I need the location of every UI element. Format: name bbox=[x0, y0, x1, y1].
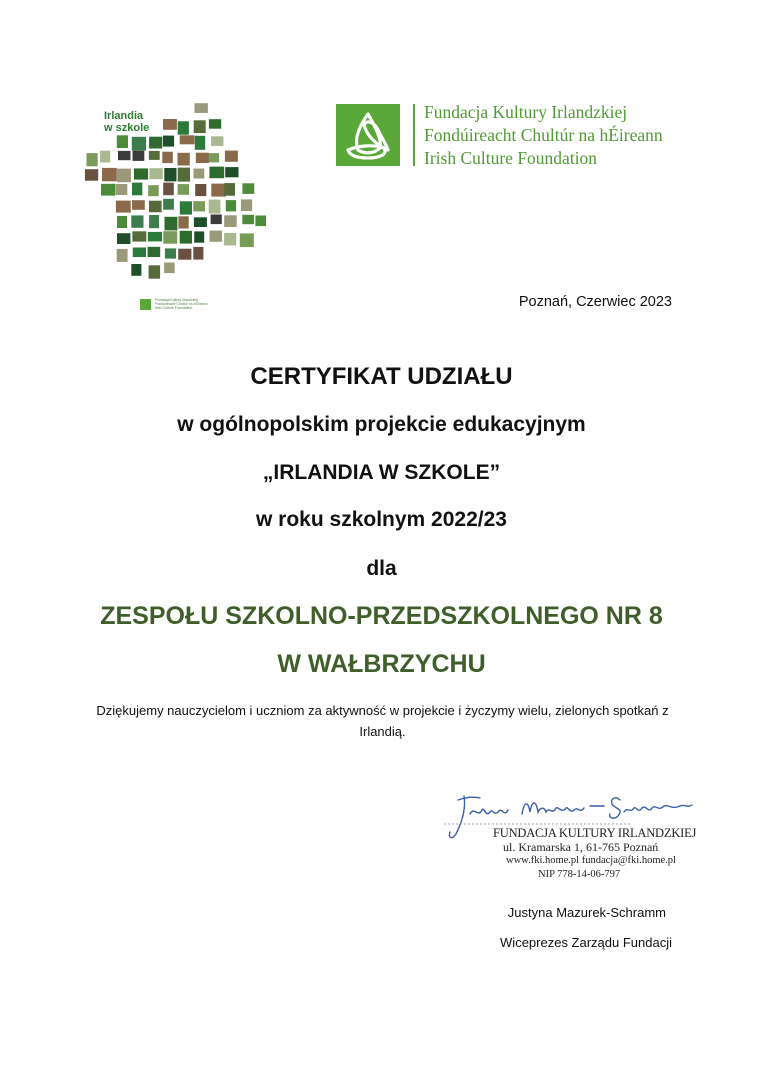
collage-photo-tile bbox=[224, 215, 237, 227]
collage-photo-tile bbox=[165, 248, 176, 258]
stamp-foundation-name: FUNDACJA KULTURY IRLANDZKIEJ bbox=[493, 826, 697, 840]
foundation-name-irish: Fondúireacht Chultúr na hÉireann bbox=[424, 125, 663, 145]
collage-photo-tile bbox=[241, 199, 252, 211]
signer-name: Justyna Mazurek-Schramm bbox=[507, 905, 666, 920]
collage-photo-tile bbox=[211, 215, 222, 225]
collage-photo-tile bbox=[132, 137, 146, 151]
thank-you-message: Dziękujemy nauczycielom i uczniom za aktywność w projekcie i życzymy wielu, zielonych spotkań z Irlandią. bbox=[96, 703, 669, 739]
collage-photo-tile bbox=[180, 201, 192, 214]
collage-photo-tile bbox=[194, 169, 205, 179]
collage-photo-tile bbox=[162, 152, 173, 163]
collage-photo-tile bbox=[211, 184, 226, 197]
collage-photo-tile bbox=[210, 231, 223, 242]
collage-photo-tile bbox=[148, 185, 159, 196]
collage-photo-tile bbox=[224, 233, 236, 246]
collage-photo-tile bbox=[225, 151, 238, 162]
collage-photo-tile bbox=[149, 151, 160, 160]
collage-photo-tile bbox=[149, 137, 162, 149]
collage-foot-text: Fundacja Kultury Irlandzkiej Fondúireacht Chultúr na hÉireann Irish Culture Foundation bbox=[155, 298, 208, 310]
collage-photo-tile bbox=[178, 121, 189, 134]
collage-photo-tile bbox=[209, 153, 219, 162]
collage-photo-tile bbox=[87, 153, 98, 166]
collage-photo-tile bbox=[149, 215, 159, 228]
collage-photo-tile bbox=[148, 247, 161, 257]
collage-photo-tile bbox=[165, 217, 178, 231]
collage-photo-tile bbox=[195, 136, 205, 150]
collage-photo-tile bbox=[117, 135, 128, 148]
foundation-stamp bbox=[493, 826, 697, 882]
collage-photo-tile bbox=[163, 231, 177, 244]
collage-photo-tile bbox=[149, 168, 162, 179]
collage-photo-tile bbox=[133, 248, 146, 258]
collage-photo-tile bbox=[242, 183, 254, 194]
collage-photo-tile bbox=[117, 169, 131, 183]
collage-photo-tile bbox=[116, 184, 127, 195]
collage-photo-tile bbox=[149, 201, 162, 213]
stamp-address: ul. Kramarska 1, 61-765 Poznań bbox=[503, 840, 659, 854]
collage-photo-tile bbox=[225, 167, 238, 177]
signer-role: Wiceprezes Zarządu Fundacji bbox=[500, 935, 672, 950]
certificate-subtitle: w ogólnopolskim projekcie edukacyjnym bbox=[177, 413, 586, 436]
collage-photo-tile bbox=[209, 119, 221, 129]
collage-photo-tile bbox=[118, 151, 131, 160]
place-and-date: Poznań, Czerwiec 2023 bbox=[518, 294, 672, 310]
collage-photo-tile bbox=[196, 153, 209, 163]
collage-photo-tile bbox=[148, 232, 162, 242]
collage-photo-tile bbox=[85, 169, 98, 181]
collage-photo-tile bbox=[194, 231, 204, 242]
collage-photo-tile bbox=[131, 264, 141, 276]
collage-title-line-2: w szkole bbox=[104, 122, 150, 134]
collage-photo-tile bbox=[100, 151, 110, 163]
for-label: dla bbox=[366, 557, 397, 580]
collage-photo-tile bbox=[211, 136, 223, 146]
collage-photo-tile bbox=[178, 249, 191, 260]
collage-photo-tile bbox=[117, 249, 128, 262]
collage-photo-tile bbox=[194, 120, 206, 133]
collage-photo-tile bbox=[163, 199, 174, 210]
collage-photo-tile bbox=[132, 231, 146, 241]
school-year: w roku szkolnym 2022/23 bbox=[256, 508, 507, 531]
collage-photo-tile bbox=[164, 263, 175, 274]
recipient-school-city: W WAŁBRZYCHU bbox=[277, 650, 486, 678]
collage-photo-tile bbox=[193, 201, 205, 211]
collage-photo-tile bbox=[180, 135, 195, 144]
collage-photo-tile bbox=[116, 201, 131, 213]
collage-photo-tile bbox=[133, 151, 145, 161]
foundation-name-polish: Fundacja Kultury Irlandzkiej bbox=[424, 102, 628, 122]
collage-photo-tile bbox=[178, 216, 188, 228]
foundation-name-english: Irish Culture Foundation bbox=[424, 148, 598, 168]
collage-photo-tile bbox=[132, 200, 145, 210]
collage-photo-tile bbox=[149, 265, 161, 278]
collage-photo-tile bbox=[242, 215, 254, 224]
collage-photo-tile bbox=[132, 183, 142, 196]
stamp-tax-id: NIP 778-14-06-797 bbox=[538, 869, 621, 880]
collage-photo-tile bbox=[164, 168, 176, 181]
collage-photo-tile bbox=[117, 216, 127, 228]
collage-photo-tile bbox=[163, 183, 174, 196]
collage-photo-tile bbox=[240, 233, 254, 247]
collage-photo-tile bbox=[224, 183, 235, 196]
project-name: „IRLANDIA W SZKOLE” bbox=[262, 461, 501, 484]
collage-photo-tile bbox=[255, 216, 266, 227]
collage-photo-tile bbox=[178, 184, 189, 195]
collage-photo-tile bbox=[117, 233, 130, 244]
certificate-title: CERTYFIKAT UDZIAŁU bbox=[250, 363, 513, 390]
collage-photo-tile bbox=[178, 153, 190, 166]
collage-photo-tile bbox=[131, 215, 143, 227]
collage-photo-tile bbox=[178, 168, 190, 182]
collage-photo-tile bbox=[180, 231, 192, 244]
collage-photo-tile bbox=[134, 168, 148, 179]
collage-photo-tile bbox=[163, 136, 174, 147]
recipient-school-name: ZESPOŁU SZKOLNO-PRZEDSZKOLNEGO NR 8 bbox=[100, 602, 663, 630]
collage-photo-tile bbox=[102, 168, 117, 181]
collage-photo-tile bbox=[209, 200, 221, 214]
collage-title-line-1: Irlandia bbox=[104, 110, 144, 122]
collage-photo-tile bbox=[195, 184, 206, 196]
collage-photo-tile bbox=[226, 200, 236, 211]
collage-photo-tile bbox=[195, 103, 208, 113]
collage-title bbox=[104, 110, 174, 134]
collage-photo-tile bbox=[193, 247, 203, 260]
logo-divider bbox=[413, 104, 415, 166]
collage-photo-tile bbox=[209, 167, 224, 179]
collage-photo-tile bbox=[194, 217, 207, 227]
stamp-contact: www.fki.home.pl fundacja@fki.home.pl bbox=[506, 855, 676, 866]
collage-photo-tile bbox=[101, 184, 116, 196]
triquetra-logo-icon bbox=[336, 104, 400, 166]
